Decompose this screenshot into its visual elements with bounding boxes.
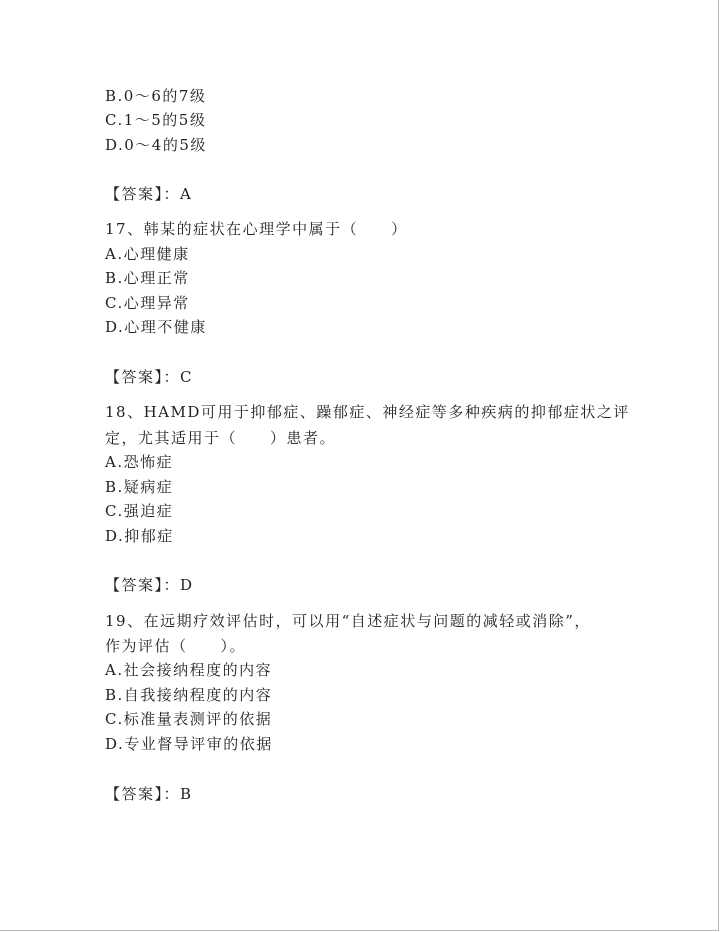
answer-q19: 【答案】：B	[105, 785, 193, 803]
option-c-q17: C.心理异常	[105, 294, 190, 312]
option-b-q18: B.疑病症	[105, 478, 174, 496]
question-17: 17、韩某的症状在心理学中属于（ ）	[105, 220, 408, 238]
option-a-q18: A.恐怖症	[105, 453, 174, 471]
question-18-line-2: 定，尤其适用于（ ）患者。	[105, 429, 337, 447]
answer-q16: 【答案】：A	[105, 185, 193, 203]
option-d-q19: D.专业督导评审的依据	[105, 735, 273, 753]
option-c-q19: C.标准量表测评的依据	[105, 710, 273, 728]
option-c-q18: C.强迫症	[105, 502, 174, 520]
option-a-q19: A.社会接纳程度的内容	[105, 661, 273, 679]
answer-q17: 【答案】：C	[105, 368, 193, 386]
option-d-q18: D.抑郁症	[105, 527, 174, 545]
option-b-q16: B.0～6的7级	[105, 87, 207, 105]
question-18-line-1: 18、HAMD可用于抑郁症、躁郁症、神经症等多种疾病的抑郁症状之评	[105, 403, 630, 421]
option-d-q16: D.0～4的5级	[105, 136, 207, 154]
question-19-line-1: 19、在远期疗效评估时，可以用“自述症状与问题的减轻或消除”，	[105, 612, 591, 630]
answer-q18: 【答案】：D	[105, 576, 194, 594]
option-b-q19: B.自我接纳程度的内容	[105, 686, 273, 704]
option-b-q17: B.心理正常	[105, 269, 190, 287]
option-a-q17: A.心理健康	[105, 245, 190, 263]
option-d-q17: D.心理不健康	[105, 318, 207, 336]
question-19-line-2: 作为评估（ ）。	[105, 637, 247, 655]
option-c-q16: C.1～5的5级	[105, 111, 207, 129]
